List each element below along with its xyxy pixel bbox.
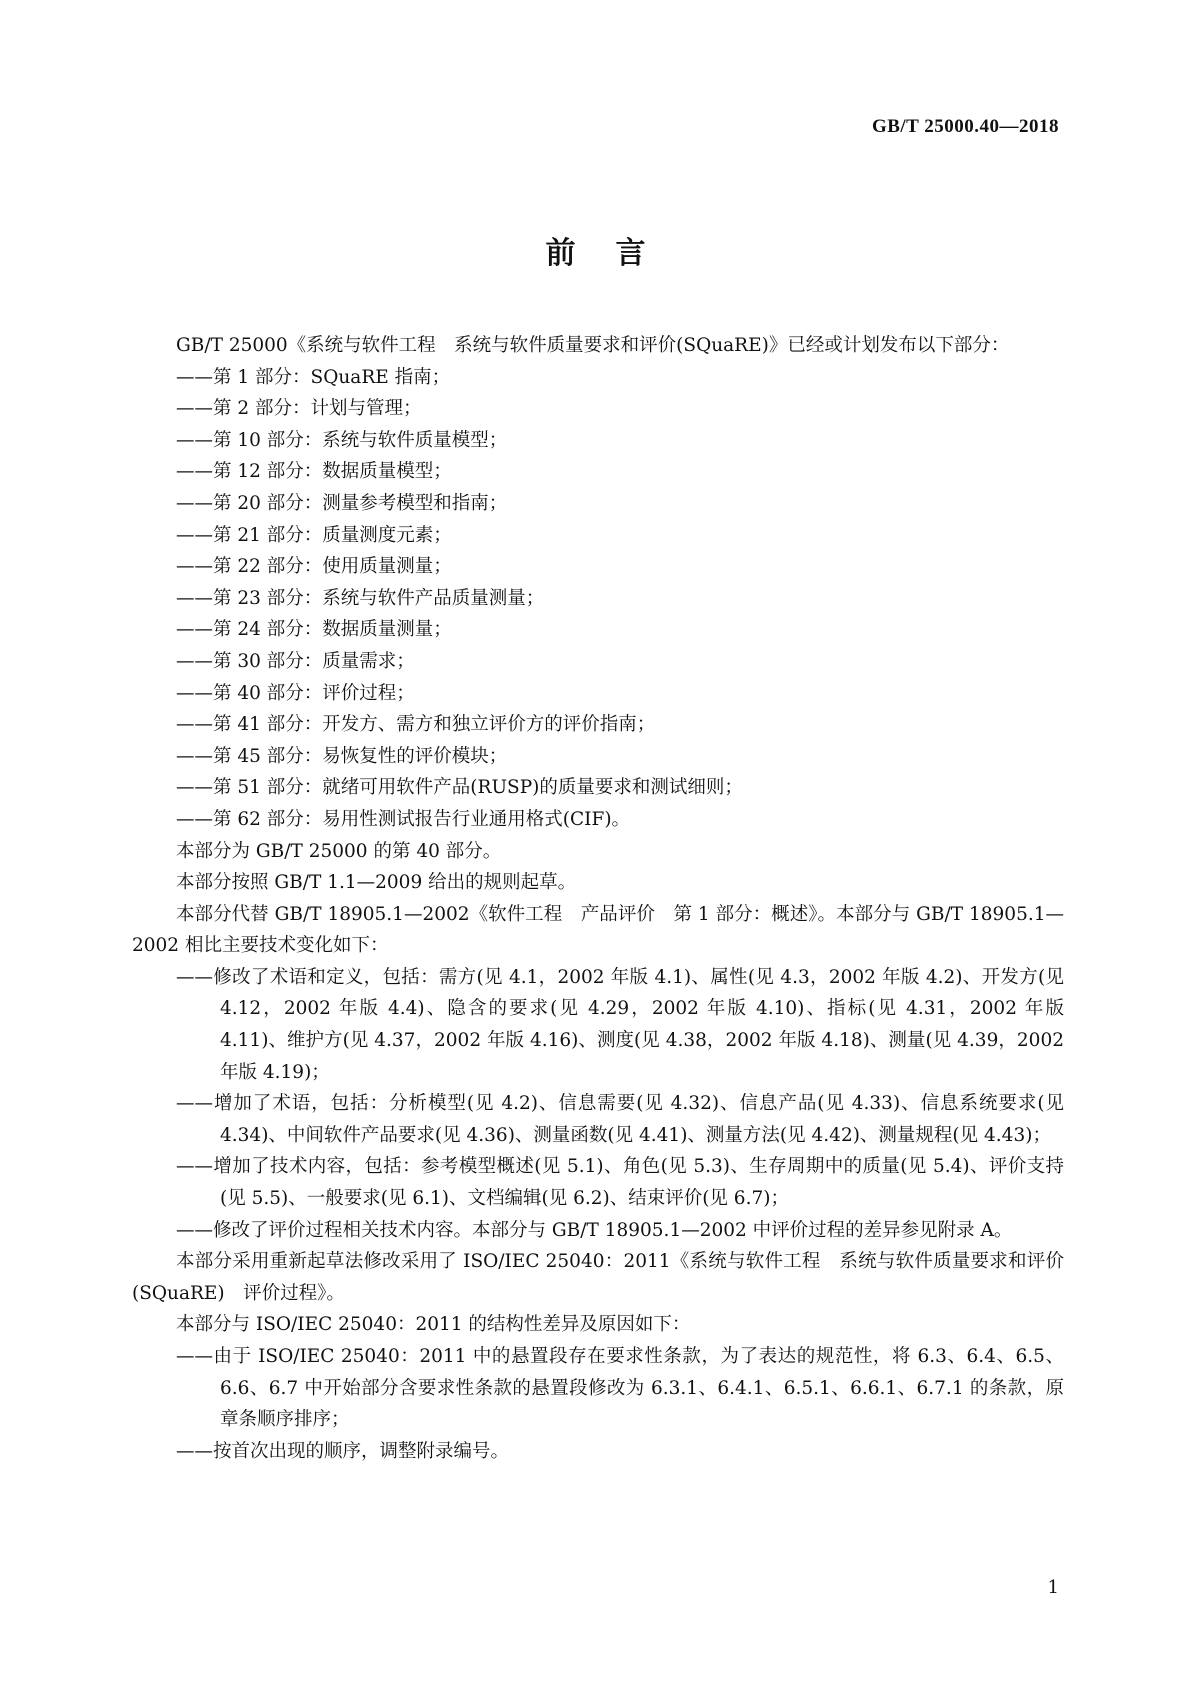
page-title: 前言: [545, 236, 686, 271]
changes-list: [132, 962, 1064, 1246]
list-item: ——按首次出现的顺序，调整附录编号。: [176, 1440, 510, 1462]
list-item: ——第 2 部分：计划与管理；: [176, 398, 422, 420]
drafting-paragraph: 本部分按照 GB/T 1.1—2009 给出的规则起草。: [176, 872, 577, 894]
list-item: ——第 1 部分：SQuaRE 指南；: [176, 366, 451, 388]
list-item: ——第 51 部分：就绪可用软件产品(RUSP)的质量要求和测试细则；: [176, 777, 743, 799]
list-item: ——第 10 部分：系统与软件质量模型；: [176, 429, 508, 451]
list-item: ——第 21 部分：质量测度元素；: [176, 524, 452, 546]
list-item: ——修改了评价过程相关技术内容。本部分与 GB/T 18905.1—2002 中评价过程的差异参见附录 A。: [176, 1219, 1013, 1241]
parts-list: [132, 362, 1064, 836]
list-item: ——第 20 部分：测量参考模型和指南；: [176, 492, 508, 514]
list-item: ——第 22 部分：使用质量测量；: [176, 556, 452, 578]
document-body: [132, 330, 1064, 1467]
list-item: ——第 24 部分：数据质量测量；: [176, 619, 452, 641]
list-item: ——增加了技术内容，包括：参考模型概述(见 5.1)、角色(见 5.3)、生存周期中的质量(见 5.4)、评价支持(见 5.5)、一般要求(见 6.1)、文档编辑(见 6.2)、结束评价(见 6.7)；: [176, 1156, 1064, 1210]
list-item: ——第 41 部分：开发方、需方和独立评价方的评价指南；: [176, 714, 656, 736]
list-item: ——第 23 部分：系统与软件产品质量测量；: [176, 587, 545, 609]
list-item: ——第 45 部分：易恢复性的评价模块；: [176, 745, 508, 767]
intro-paragraph: GB/T 25000《系统与软件工程 系统与软件质量要求和评价(SQuaRE)》已经或计划发布以下部分：: [176, 335, 1010, 356]
adoption-paragraph: 本部分采用重新起草法修改采用了 ISO/IEC 25040：2011《系统与软件工程 系统与软件质量要求和评价(SQuaRE) 评价过程》。: [132, 1251, 1064, 1304]
list-item: ——增加了术语，包括：分析模型(见 4.2)、信息需要(见 4.32)、信息产品(见 4.33)、信息系统要求(见 4.34)、中间软件产品要求(见 4.36)、测量函数(见 4.41)、测量方法(见 4.42)、测量规程(见 4.43)；: [176, 1093, 1064, 1146]
list-item: ——第 12 部分：数据质量模型；: [176, 461, 452, 483]
list-item: ——由于 ISO/IEC 25040：2011 中的悬置段存在要求性条款，为了表达的规范性，将 6.3、6.4、6.5、6.6、6.7 中开始部分含要求性条款的悬置段修改为 6.3.1、6.4.1、6.5.1、6.6.1、6.7.1 的条款，原章条顺序排序；: [176, 1346, 1064, 1431]
list-item: ——修改了术语和定义，包括：需方(见 4.1，2002 年版 4.1)、属性(见 4.3，2002 年版 4.2)、开发方(见 4.12，2002 年版 4.4)、隐含的要求(见 4.29，2002 年版 4.10)、指标(见 4.31，2002 年版 4.11)、维护方(见 4.37，2002 年版 4.16)、测度(见 4.38，2002 年版 4.18)、测量(见 4.39，2002 年版 4.19)；: [176, 966, 1064, 1083]
differences-list: [132, 1341, 1064, 1467]
page-number: 1: [1047, 1577, 1059, 1598]
replaces-paragraph: 本部分代替 GB/T 18905.1—2002《软件工程 产品评价 第 1 部分：概述》。本部分与 GB/T 18905.1—2002 相比主要技术变化如下：: [132, 903, 1064, 957]
list-item: ——第 62 部分：易用性测试报告行业通用格式(CIF)。: [176, 808, 631, 830]
standard-code: GB/T 25000.40—2018: [871, 116, 1059, 137]
differences-paragraph: 本部分与 ISO/IEC 25040：2011 的结构性差异及原因如下：: [176, 1314, 691, 1336]
part-of-paragraph: 本部分为 GB/T 25000 的第 40 部分。: [176, 840, 502, 862]
list-item: ——第 40 部分：评价过程；: [176, 682, 415, 704]
list-item: ——第 30 部分：质量需求；: [176, 650, 415, 672]
